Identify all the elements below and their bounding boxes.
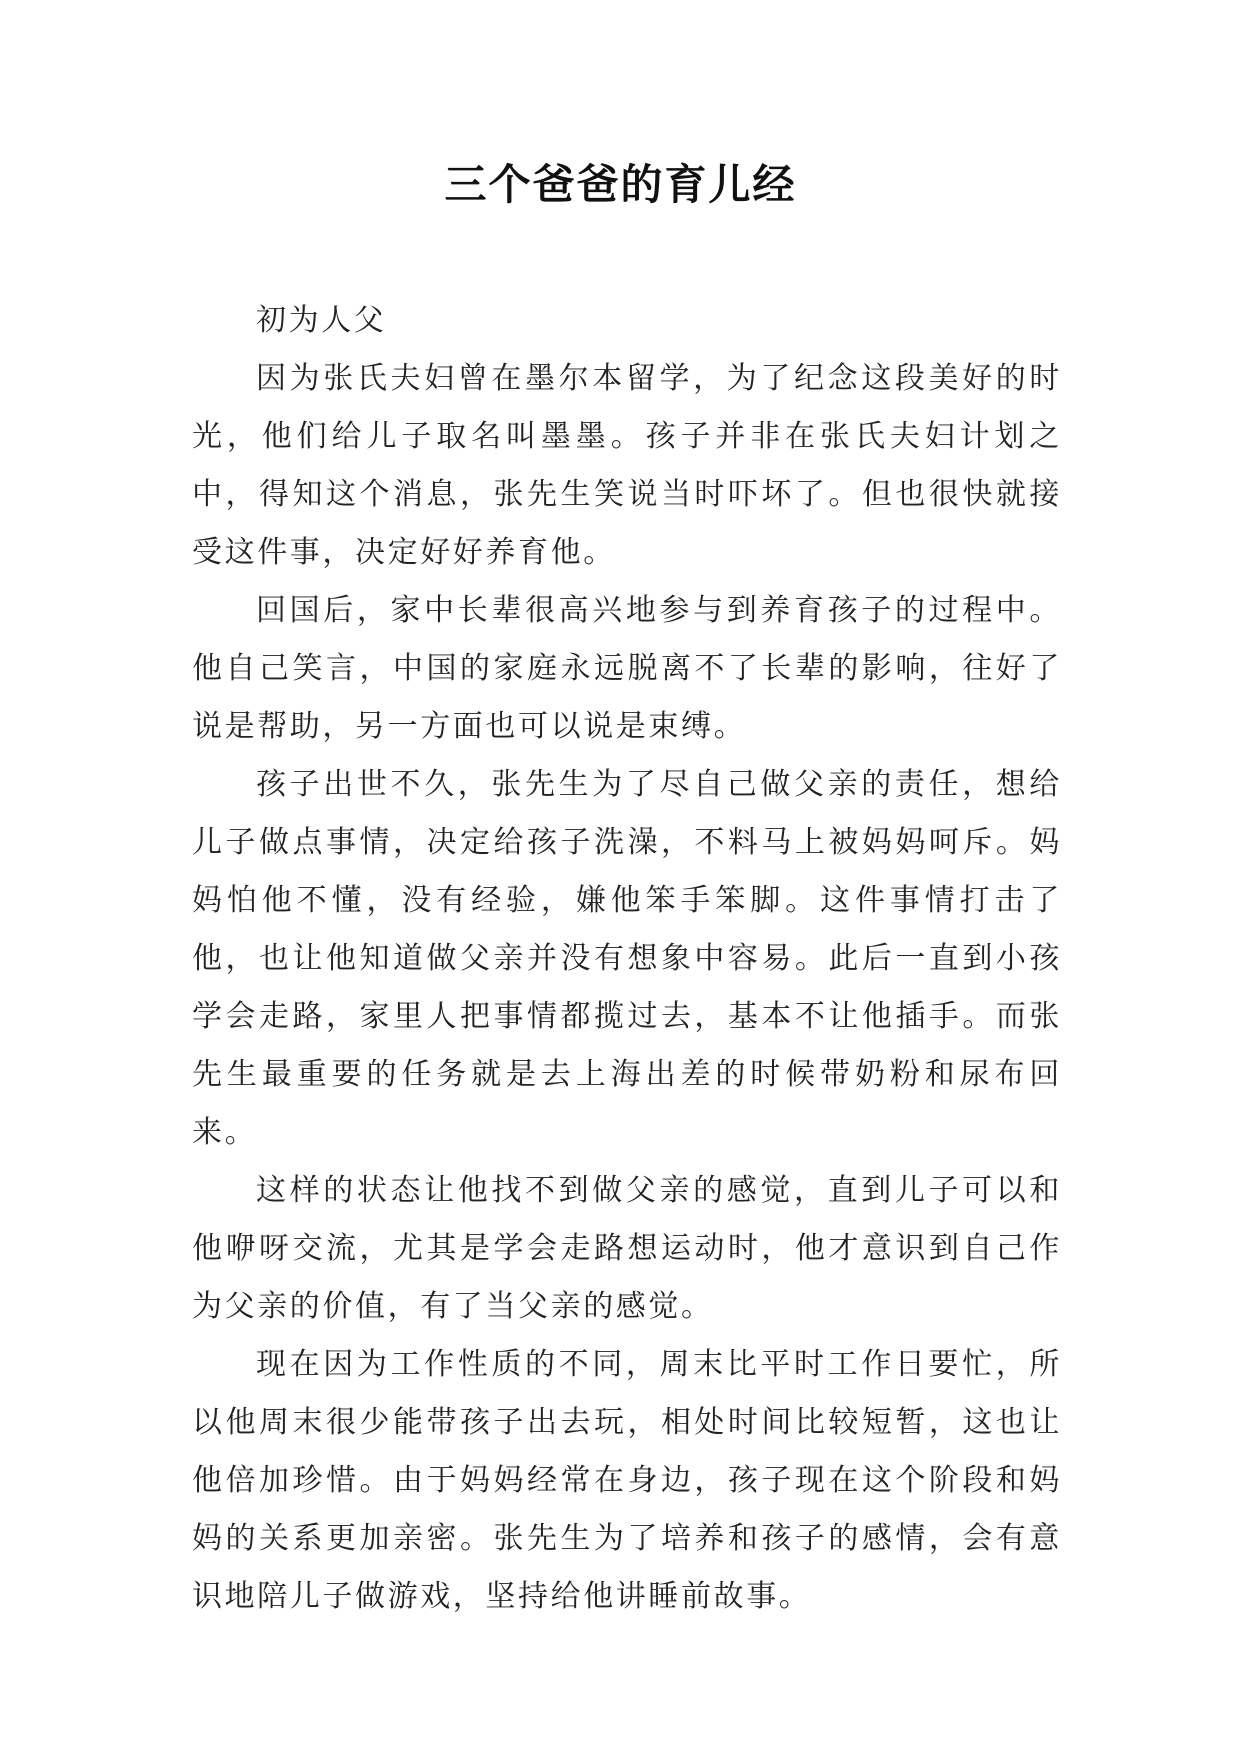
document-body: [192, 292, 1062, 1626]
paragraph: 因为张氏夫妇曾在墨尔本留学，为了纪念这段美好的时光，他们给儿子取名叫墨墨。孩子并非在张氏夫妇计划之中，得知这个消息，张先生笑说当时吓坏了。但也很快就接受这件事，决定好好养育他。: [192, 361, 1062, 570]
section-heading: 初为人父: [256, 303, 387, 338]
paragraph: 现在因为工作性质的不同，周末比平时工作日要忙，所以他周末很少能带孩子出去玩，相处时间比较短暂，这也让他倍加珍惜。由于妈妈经常在身边，孩子现在这个阶段和妈妈的关系更加亲密。张先生为了培养和孩子的感情，会有意识地陪儿子做游戏，坚持给他讲睡前故事。: [192, 1347, 1062, 1614]
document-title: 三个爸爸的育儿经: [444, 160, 797, 209]
paragraph: 孩子出世不久，张先生为了尽自己做父亲的责任，想给儿子做点事情，决定给孩子洗澡，不料马上被妈妈呵斥。妈妈怕他不懂，没有经验，嫌他笨手笨脚。这件事情打击了他，也让他知道做父亲并没有想象中容易。此后一直到小孩学会走路，家里人把事情都揽过去，基本不让他插手。而张先生最重要的任务就是去上海出差的时候带奶粉和尿布回来。: [192, 767, 1062, 1150]
paragraph: 回国后，家中长辈很高兴地参与到养育孩子的过程中。他自己笑言，中国的家庭永远脱离不了长辈的影响，往好了说是帮助，另一方面也可以说是束缚。: [192, 593, 1062, 744]
paragraph: 这样的状态让他找不到做父亲的感觉，直到儿子可以和他咿呀交流，尤其是学会走路想运动时，他才意识到自己作为父亲的价值，有了当父亲的感觉。: [192, 1173, 1062, 1324]
